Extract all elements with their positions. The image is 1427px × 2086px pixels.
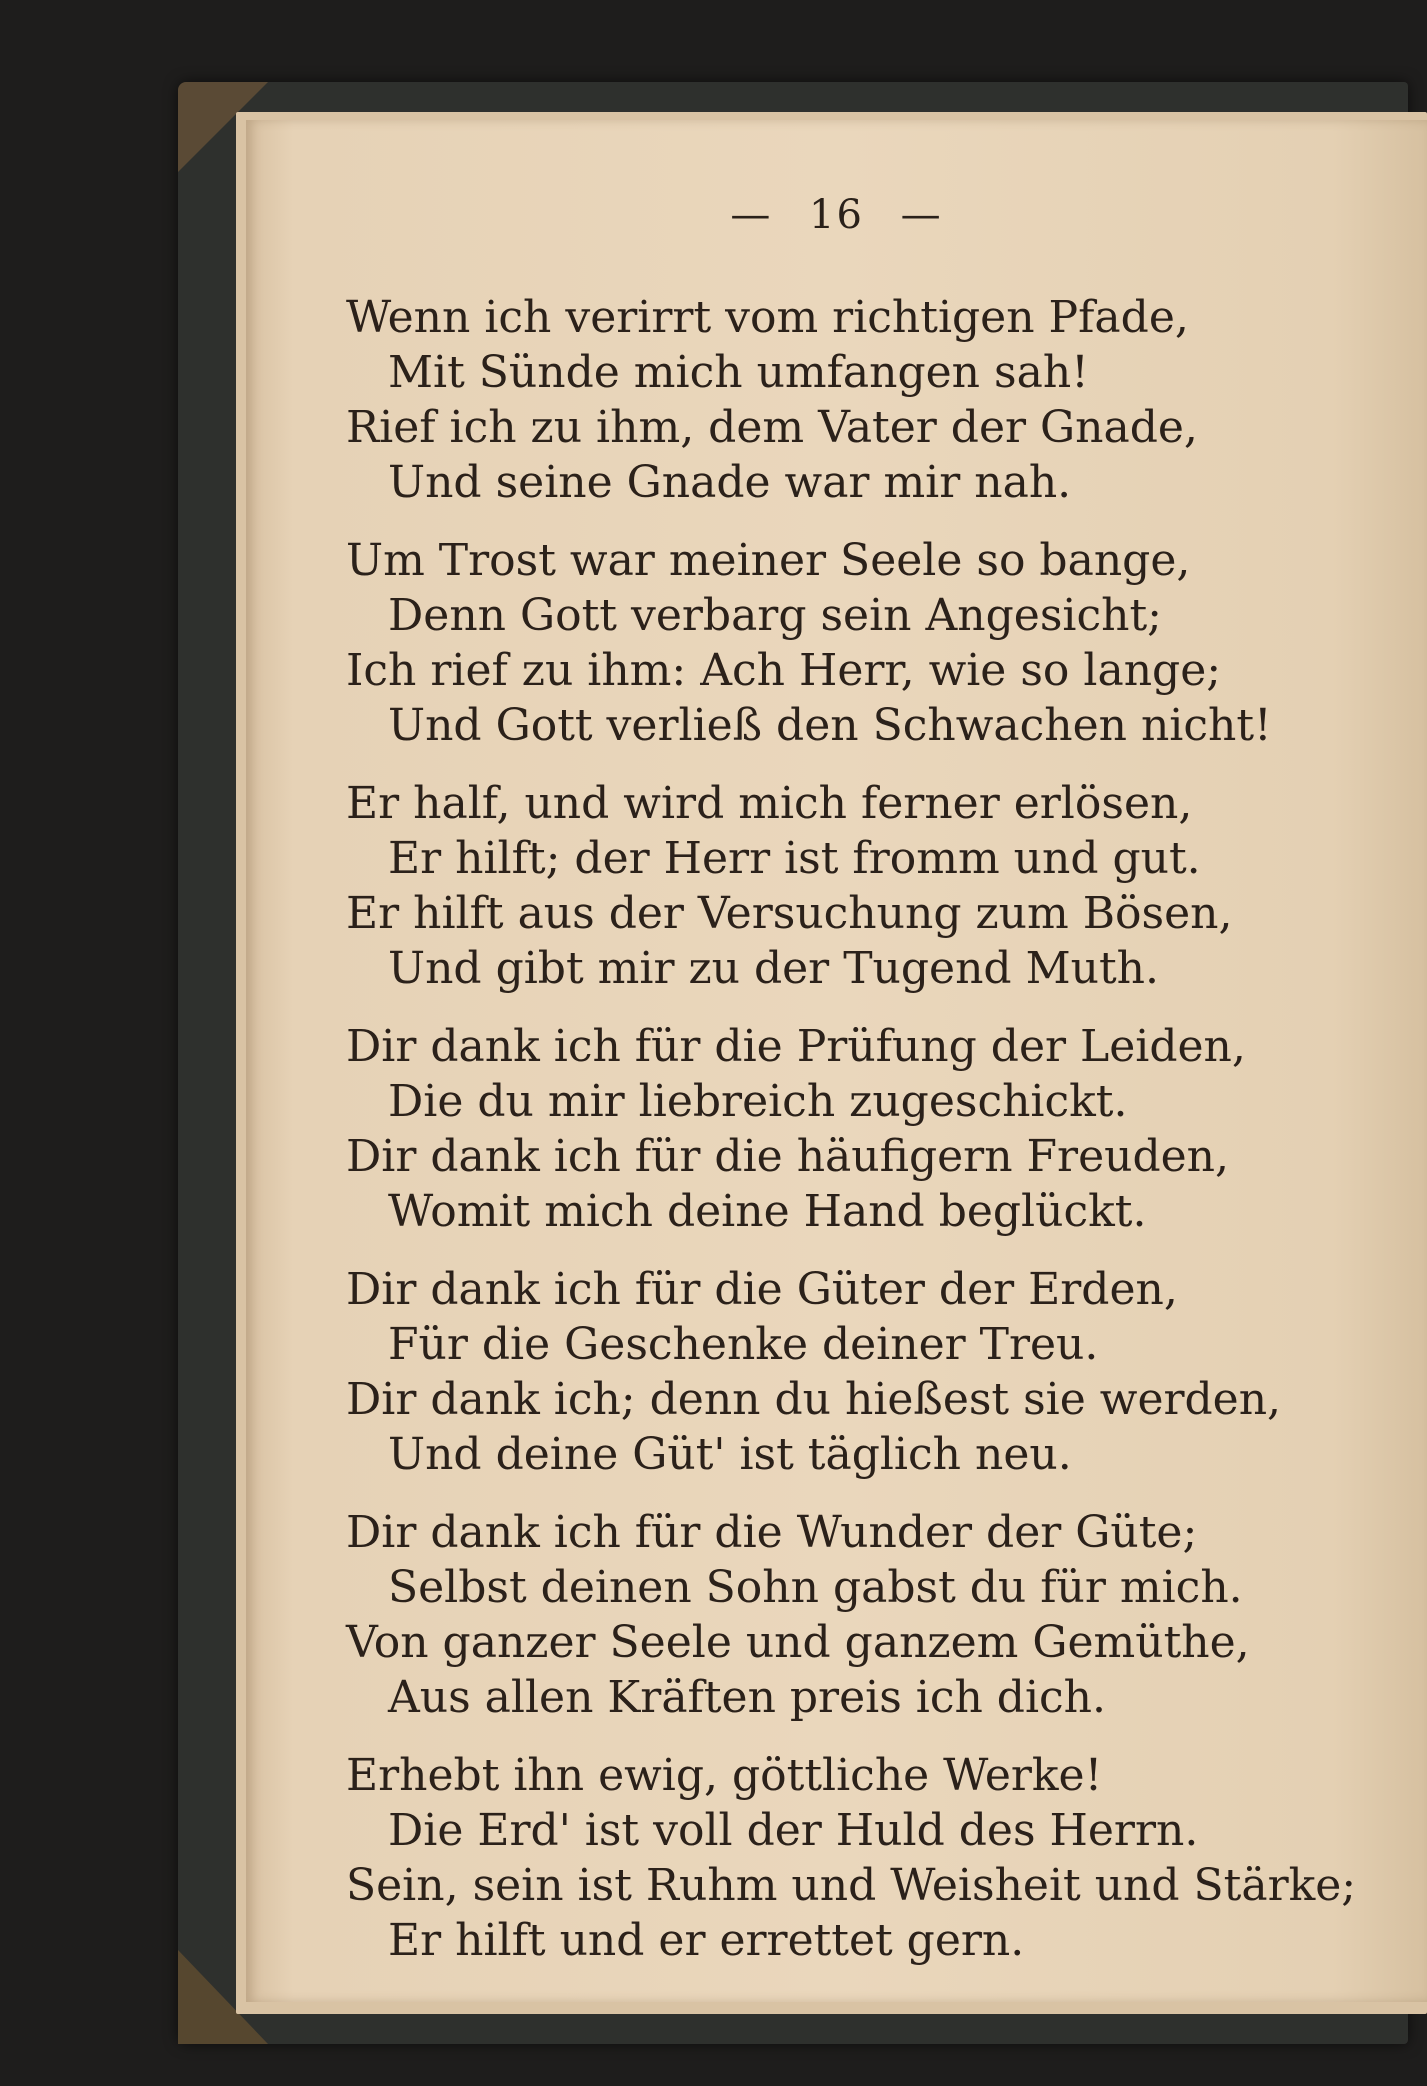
poem-line: Rief ich zu ihm, dem Vater der Gnade, [346,402,1198,453]
poem-body [346,290,1386,1991]
poem-line: Und seine Gnade war mir nah. [388,457,1072,508]
poem-line: Aus allen Kräften preis ich dich. [388,1672,1107,1723]
poem-line: Dir dank ich für die häufigern Freuden, [346,1131,1229,1182]
poem-line: Dir dank ich; denn du hießest sie werden, [346,1374,1282,1425]
poem-line: Die Erd' ist voll der Huld des Herrn. [388,1805,1199,1856]
poem-line: Ich rief zu ihm: Ach Herr, wie so lange; [346,645,1222,696]
poem-line: Dir dank ich für die Güter der Erden, [346,1264,1178,1315]
page-number-dash-left: — [730,192,773,238]
poem-line: Für die Geschenke deiner Treu. [388,1319,1099,1370]
page-number-header [246,192,1427,238]
poem-line: Dir dank ich für die Prüfung der Leiden, [346,1021,1246,1072]
poem-line: Selbst deinen Sohn gabst du für mich. [388,1562,1243,1613]
page-number-dash-right: — [900,192,943,238]
poem-line: Und deine Güt' ist täglich neu. [388,1429,1072,1480]
poem-line: Er half, und wird mich ferner erlösen, [346,778,1193,829]
stanza [346,290,1386,510]
poem-line: Um Trost war meiner Seele so bange, [346,535,1191,586]
poem-line: Denn Gott verbarg sein Angesicht; [388,590,1162,641]
poem-line: Womit mich deine Hand beglückt. [388,1186,1147,1237]
poem-line: Wenn ich verirrt vom richtigen Pfade, [346,292,1189,343]
poem-line: Und Gott verließ den Schwachen nicht! [388,700,1272,751]
poem-line: Er hilft und er errettet gern. [388,1915,1025,1966]
poem-line: Von ganzer Seele und ganzem Gemüthe, [346,1617,1250,1668]
stanza [346,533,1386,753]
book-page [246,120,1427,2002]
poem-line: Und gibt mir zu der Tugend Muth. [388,943,1159,994]
poem-line: Mit Sünde mich umfangen sah! [388,347,1089,398]
poem-line: Erhebt ihn ewig, göttliche Werke! [346,1750,1103,1801]
poem-line: Er hilft; der Herr ist fromm und gut. [388,833,1201,884]
stanza [346,1505,1386,1725]
stanza [346,1019,1386,1239]
poem-line: Er hilft aus der Versuchung zum Bösen, [346,888,1233,939]
poem-line: Dir dank ich für die Wunder der Güte; [346,1507,1198,1558]
page-number: 16 [809,192,864,238]
poem-line: Die du mir liebreich zugeschickt. [388,1076,1128,1127]
stanza [346,1748,1386,1968]
stanza [346,1262,1386,1482]
stanza [346,776,1386,996]
poem-line: Sein, sein ist Ruhm und Weisheit und Stärke; [346,1860,1357,1911]
